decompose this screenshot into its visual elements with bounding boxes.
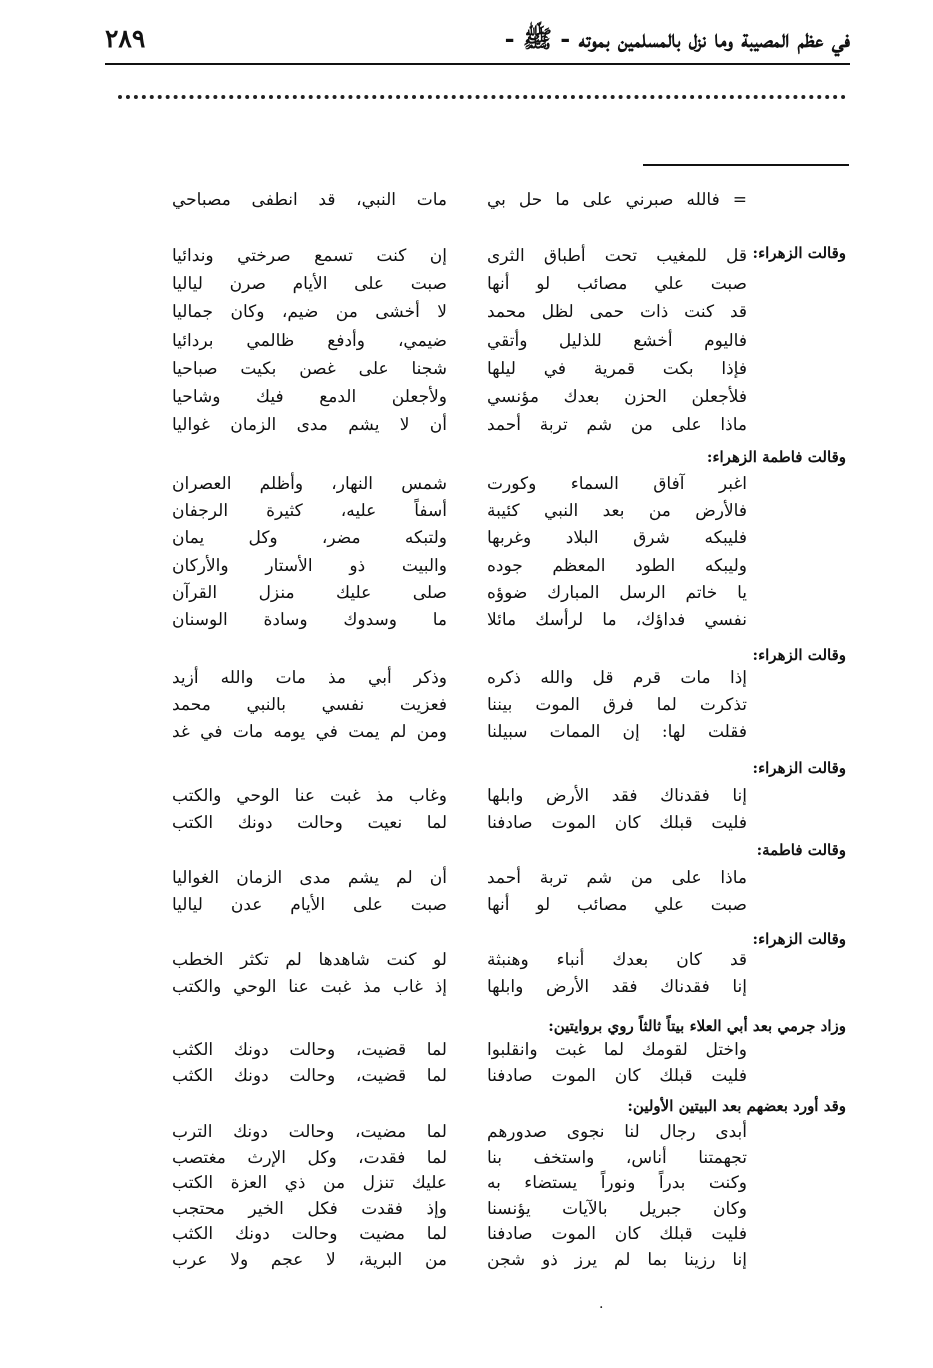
verse-second-hemistich: ما وسدوك وسادة الوسنان: [172, 610, 447, 630]
section-title: وقالت الزهراء:: [752, 930, 846, 948]
verse-second-hemistich: لما مضيت وحالت دونك الكثب: [172, 1224, 447, 1245]
verse-second-hemistich: أسفاً عليه، كثيرة الرجفان: [172, 501, 447, 522]
verse-first-hemistich: نفسي فداؤك، ما لرأسك مائلا: [487, 610, 747, 630]
verse-second-hemistich: ولأجعلن الدمع فيك وشاحيا: [172, 387, 447, 407]
verse-first-hemistich: ماذا على من شم تربة أحمد: [487, 868, 747, 888]
verse-second-hemistich: لما قضيت، وحالت دونك الكثب: [172, 1040, 447, 1060]
running-title: في عظم المصيبة وما نزل بالمسلمين بموته - ﷺ -: [504, 24, 850, 53]
verse-first-hemistich: إذا مات قرم قل والله ذكره: [487, 668, 747, 688]
section-title: وقد أورد بعضهم بعد البيتين الأولين:: [627, 1097, 846, 1115]
verse-second-hemistich: شجنا على غصن بكيت صباحيا: [172, 358, 447, 379]
verse-first-hemistich: تذكرت لما فرق الموت بيننا: [487, 695, 747, 715]
verse-first-hemistich: فليت قبلك كان الموت صادفنا: [487, 1224, 747, 1245]
verse-first-hemistich: فليبكه شرق البلاد وغربها: [487, 528, 747, 549]
verse-second-hemistich: فعزيت نفسي بالنبي محمد: [172, 695, 447, 715]
verse-first-hemistich: فلأجعلن الحزن بعدك مؤنسي: [487, 387, 747, 407]
verse-second-hemistich: لما نعيت وحالت دونك الكتب: [172, 813, 447, 833]
verse-first-hemistich: اغبر آفاق السماء وكورت: [487, 474, 747, 494]
verse-second-hemistich: لما فقدت، وكل الإرث مغتصب: [172, 1147, 447, 1168]
verse-first-hemistich: فليت قبلك كان الموت صادفنا: [487, 1066, 747, 1086]
verse-second-hemistich: ضيمي، وأدفع ظالمي بردائيا: [172, 330, 447, 351]
verse-first-hemistich: ماذا على من شم تربة أحمد: [487, 415, 747, 436]
verse-second-hemistich: صبت على الأيام عدن لياليا: [172, 895, 447, 915]
verse-second-hemistich: والبيت ذو الأستار والأركان: [172, 555, 447, 576]
verse-second-hemistich: لما مضيت، وحالت دونك الترب: [172, 1122, 447, 1142]
verse-second-hemistich: لو كنت شاهدها لم تكثر الخطب: [172, 950, 447, 970]
verse-first-hemistich: = فالله صبرني على ما حل بي: [487, 190, 747, 210]
verse-second-hemistich: شمس النهار، وأظلم العصران: [172, 474, 447, 494]
verse-second-hemistich: من البرية، لا عجم ولا عرب: [172, 1250, 447, 1270]
verse-first-hemistich: وكنت بدراً ونوراً يستضاء به: [487, 1173, 747, 1194]
verse-first-hemistich: وليبكه الطود المعظم جوده: [487, 555, 747, 576]
verse-second-hemistich: ولتبكه مضر، وكل يمان: [172, 528, 447, 549]
section-title: وقالت الزهراء:: [752, 759, 846, 777]
verse-first-hemistich: فقلت لها: إن الممات سبيلنا: [487, 722, 747, 742]
page-header: [105, 22, 850, 62]
verse-second-hemistich: وإذ فقدت فكل الخير محتجب: [172, 1198, 447, 1219]
verse-second-hemistich: لما قضيت، وحالت دونك الكثب: [172, 1066, 447, 1086]
verse-first-hemistich: قد كنت ذات حمى لظل محمد: [487, 302, 747, 323]
verse-second-hemistich: صلى عليك منزل القرآن: [172, 582, 447, 603]
verse-first-hemistich: صبت علي مصائب لو أنها: [487, 895, 747, 915]
verse-first-hemistich: إنا فقدناك فقد الأرض وابلها: [487, 786, 747, 806]
header-rule: [105, 63, 850, 65]
verse-first-hemistich: إنا فقدناك فقد الأرض وابلها: [487, 977, 747, 997]
verse-second-hemistich: ومن لم يمت في يومه مات في غد: [172, 722, 447, 742]
verse-second-hemistich: مات النبي، قد انطفى مصباحي: [172, 190, 447, 210]
verse-second-hemistich: عليك تنزل من ذي العزة الكتب: [172, 1173, 447, 1194]
verse-first-hemistich: فالأرض من بعد النبي كئيبة: [487, 501, 747, 522]
verse-second-hemistich: إذ غاب مذ غبت عنا الوحي والكتب: [172, 977, 447, 997]
section-title: وقالت فاطمة الزهراء:: [706, 448, 846, 466]
section-title: وقالت فاطمة:: [756, 841, 846, 859]
footnote-separator-rule: [643, 164, 849, 166]
verse-second-hemistich: وغاب مذ غبت عنا الوحي والكتب: [172, 786, 447, 806]
verse-first-hemistich: صبت علي مصائب لو أنها: [487, 274, 747, 295]
page-number: ٢٨٩: [105, 24, 146, 53]
verse-second-hemistich: إن كنت تسمع صرختي وندائيا: [172, 246, 447, 266]
verse-first-hemistich: وكان جبريل بالآيات يؤنسنا: [487, 1198, 747, 1219]
verse-first-hemistich: فاليوم أخشع للذليل وأتقي: [487, 330, 747, 351]
verse-first-hemistich: يا خاتم الرسل المبارك ضوؤه: [487, 582, 747, 603]
verse-first-hemistich: إنا رزينا بما لم يرز ذو شجن: [487, 1250, 747, 1270]
section-title: وزاد جرمي بعد أبي العلاء بيتاً ثالثاً روي بروايتين:: [548, 1017, 846, 1035]
verse-second-hemistich: أن لم يشم مدى الزمان الغواليا: [172, 868, 447, 888]
dotted-separator: [118, 95, 846, 99]
section-title: وقالت الزهراء:: [752, 646, 846, 664]
verse-second-hemistich: لا أخشى من ضيم، وكان جماليا: [172, 302, 447, 323]
section-title: وقالت الزهراء:: [752, 244, 846, 262]
verse-first-hemistich: قد كان بعدك أنباء وهنبثة: [487, 950, 747, 970]
verse-first-hemistich: فليت قبلك كان الموت صادفنا: [487, 813, 747, 833]
verse-first-hemistich: واختل لقومك لما غبت وانقلبوا: [487, 1040, 747, 1060]
verse-first-hemistich: فإذا بكت قمرية في ليلها: [487, 358, 747, 379]
verse-second-hemistich: وذكر أبي مذ مات والله أزيد: [172, 668, 447, 688]
verse-first-hemistich: قل للمغيب تحت أطباق الثرى: [487, 246, 747, 266]
verse-first-hemistich: أبدى رجال لنا نجوى صدورهم: [487, 1122, 747, 1142]
footer-mark: .: [599, 1296, 604, 1312]
verse-first-hemistich: تجهمتنا أناس، واستخف بنا: [487, 1147, 747, 1168]
verse-second-hemistich: أن لا يشم مدى الزمان غواليا: [172, 415, 447, 436]
verse-second-hemistich: صبت على الأيام صرن لياليا: [172, 274, 447, 295]
